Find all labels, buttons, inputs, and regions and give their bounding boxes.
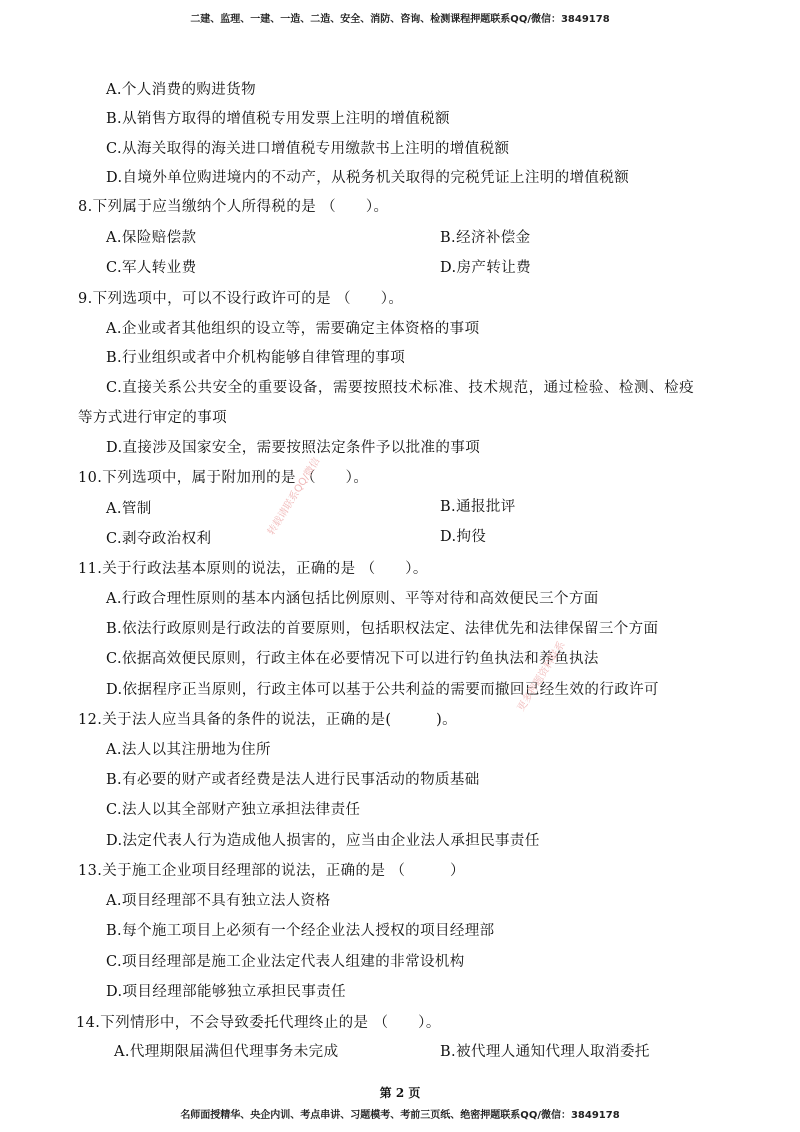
option-11c: C.依据高效便民原则，行政主体在必要情况下可以进行钓鱼执法和养鱼执法 (106, 651, 599, 667)
option-8a: A.保险赔偿款 (106, 230, 197, 246)
option-9b: B.行业组织或者中介机构能够自律管理的事项 (106, 350, 406, 366)
option-7d: D.自境外单位购进境内的不动产，从税务机关取得的完税凭证上注明的增值税额 (106, 170, 630, 186)
question-10: 10.下列选项中，属于附加刑的是 （ ）。 (78, 470, 369, 486)
option-7b: B.从销售方取得的增值税专用发票上注明的增值税额 (106, 111, 450, 127)
question-14: 14.下列情形中，不会导致委托代理终止的是 （ ）。 (76, 1015, 441, 1031)
option-12d: D.法定代表人行为造成他人损害的，应当由企业法人承担民事责任 (106, 833, 540, 849)
option-9c-continued: 等方式进行审定的事项 (78, 410, 227, 426)
option-7a: A.个人消费的购进货物 (106, 82, 256, 98)
option-8d: D.房产转让费 (440, 260, 532, 276)
question-8: 8.下列属于应当缴纳个人所得税的是 （ ）。 (78, 199, 389, 215)
option-11a: A.行政合理性原则的基本内涵包括比例原则、平等对待和高效便民三个方面 (106, 591, 599, 607)
option-8b: B.经济补偿金 (440, 230, 531, 246)
option-12c: C.法人以其全部财产独立承担法律责任 (106, 802, 361, 818)
option-10d: D.拘役 (440, 529, 487, 545)
option-13b: B.每个施工项目上必须有一个经企业法人授权的项目经理部 (106, 923, 495, 939)
option-9c: C.直接关系公共安全的重要设备，需要按照技术标准、技术规范，通过检验、检测、检疫 (106, 380, 695, 396)
option-11b: B.依法行政原则是行政法的首要原则，包括职权法定、法律优先和法律保留三个方面 (106, 621, 659, 637)
watermark-right: 更多押题资料联系 (515, 639, 568, 714)
option-8c: C.军人转业费 (106, 260, 197, 276)
option-13a: A.项目经理部不具有独立法人资格 (106, 893, 331, 909)
option-10b: B.通报批评 (440, 499, 516, 515)
option-10c: C.剥夺政治权利 (106, 531, 212, 547)
option-10a: A.管制 (106, 501, 152, 517)
question-9: 9.下列选项中，可以不设行政许可的是 （ ）。 (78, 291, 404, 307)
option-7c: C.从海关取得的海关进口增值税专用缴款书上注明的增值税额 (106, 141, 510, 157)
option-11d: D.依据程序正当原则，行政主体可以基于公共利益的需要而撤回已经生效的行政许可 (106, 682, 659, 698)
option-12a: A.法人以其注册地为住所 (106, 742, 271, 758)
option-9a: A.企业或者其他组织的设立等，需要确定主体资格的事项 (106, 321, 480, 337)
option-9d: D.直接涉及国家安全，需要按照法定条件予以批准的事项 (106, 440, 481, 456)
option-13c: C.项目经理部是施工企业法定代表人组建的非常设机构 (106, 954, 465, 970)
page-footer: 名师面授精华、央企内训、考点串讲、习题模考、考前三页纸、绝密押题联系QQ/微信：3849178 (180, 1110, 620, 1121)
question-12: 12.关于法人应当具备的条件的说法，正确的是( )。 (78, 712, 458, 728)
page-header: 二建、监理、一建、一造、二造、安全、消防、咨询、检测课程押题联系QQ/微信：3849178 (190, 14, 610, 25)
option-12b: B.有必要的财产或者经费是法人进行民事活动的物质基础 (106, 772, 480, 788)
option-13d: D.项目经理部能够独立承担民事责任 (106, 984, 347, 1000)
question-13: 13.关于施工企业项目经理部的说法，正确的是 （ ） (78, 863, 465, 879)
option-14b: B.被代理人通知代理人取消委托 (440, 1044, 650, 1060)
option-14a: A.代理期限届满但代理事务未完成 (114, 1044, 339, 1060)
watermark-left: 转载请联系QQ/微信 (265, 455, 323, 538)
page-number: 第 2 页 (379, 1086, 421, 1100)
question-11: 11.关于行政法基本原则的说法，正确的是 （ ）。 (78, 561, 428, 577)
